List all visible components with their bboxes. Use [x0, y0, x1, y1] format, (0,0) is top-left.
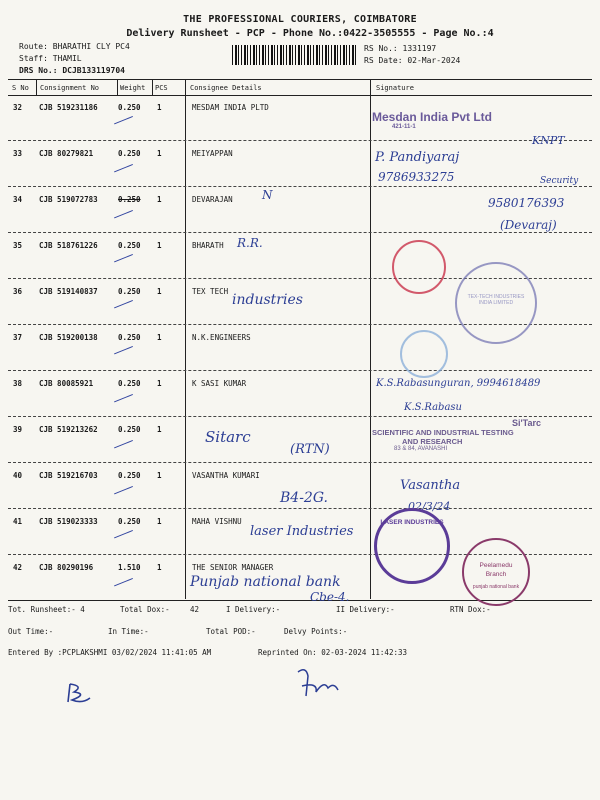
row-separator: [8, 416, 592, 417]
company-title: THE PROFESSIONAL COURIERS, COIMBATORE: [183, 14, 417, 25]
rs-number: RS No.: 1331197: [364, 44, 437, 53]
total-runsheet: Tot. Runsheet:- 4: [8, 605, 85, 614]
row-sno: 34: [13, 195, 23, 204]
seal-stamp: [462, 538, 530, 606]
handwritten-phone: 9786933275: [378, 170, 455, 184]
handwritten-signature: K.S.Rabasu: [404, 402, 462, 413]
stamp-text: SCIENTIFIC AND INDUSTRIAL TESTING: [372, 428, 514, 437]
col-header-weight: Weight: [120, 84, 146, 92]
stamp-text: LASER INDUSTRIES: [380, 519, 444, 526]
row-consignee: TEX TECH: [192, 287, 229, 296]
route-label: Route: BHARATHI CLY PC4: [19, 42, 130, 51]
handwritten-note: (RTN): [290, 442, 330, 457]
row-consignment: CJB 80290196: [39, 563, 94, 572]
handwritten-note: Punjab national bank: [190, 574, 341, 590]
handwritten-note: N: [262, 188, 273, 202]
stamp-text: 83 & 84, AVANASHI: [394, 446, 448, 452]
runsheet-subtitle: Delivery Runsheet - PCP - Phone No.:0422-3505555 - Page No.:4: [126, 28, 494, 39]
row-weight: 1.510: [118, 563, 141, 572]
row-pcs: 1: [157, 471, 162, 480]
row-consignment: CJB 519216703: [39, 471, 98, 480]
row-separator: [8, 508, 592, 509]
row-consignment: CJB 518761226: [39, 241, 98, 250]
in-time-label: In Time:-: [108, 627, 149, 636]
col-header-consignment: Consignment No: [40, 84, 100, 92]
company-stamp: [372, 418, 582, 452]
entered-by: Entered By :PCPLAKSHMI 03/02/2024 11:41:05 AM: [8, 648, 212, 657]
stamp-text: Mesdan India Pvt Ltd: [372, 110, 493, 124]
barcode: [232, 45, 356, 65]
row-separator: [8, 140, 592, 141]
row-sno: 40: [13, 471, 23, 480]
row-sno: 35: [13, 241, 23, 250]
row-pcs: 1: [157, 517, 162, 526]
stamp-text: punjab national bank: [472, 584, 520, 590]
row-consignment: CJB 519140837: [39, 287, 98, 296]
handwritten-note: industries: [232, 292, 303, 308]
row-weight: 0.250: [118, 287, 141, 296]
handwritten-note: KNPT: [532, 134, 565, 147]
seal-stamp: [374, 508, 450, 584]
row-separator: [8, 232, 592, 233]
col-divider: [117, 79, 118, 95]
handwritten-note: laser Industries: [250, 524, 354, 539]
handwritten-note: B4-2G.: [280, 490, 328, 506]
row-consignment: CJB 519231186: [39, 103, 98, 112]
seal-stamp: [455, 262, 537, 344]
row-weight: 0.250: [118, 425, 141, 434]
rs-date: RS Date: 02-Mar-2024: [364, 56, 461, 65]
out-time-label: Out Time:-: [8, 627, 54, 636]
row-consignee: MAHA VISHNU: [192, 517, 242, 526]
row-consignee: K SASI KUMAR: [192, 379, 247, 388]
row-separator: [8, 186, 592, 187]
row-pcs: 1: [157, 241, 162, 250]
row-weight: 0.250: [118, 241, 141, 250]
row-pcs: 1: [157, 333, 162, 342]
row-consignment: CJB 80085921: [39, 379, 94, 388]
stamp-text: TEX-TECH INDUSTRIES INDIA LIMITED: [467, 294, 525, 306]
row-sno: 39: [13, 425, 23, 434]
reprinted-on: Reprinted On: 02-03-2024 11:42:33: [258, 648, 408, 657]
row-consignee: VASANTHA KUMARI: [192, 471, 260, 480]
row-sno: 36: [13, 287, 23, 296]
handwritten-phone: 9580176393: [488, 196, 565, 210]
row-separator: [8, 370, 592, 371]
staff-label: Staff: THAMIL: [19, 54, 82, 63]
row-consignment: CJB 80279821: [39, 149, 94, 158]
row-sno: 42: [13, 563, 23, 572]
row-pcs: 1: [157, 195, 162, 204]
row-consignee: MEIYAPPAN: [192, 149, 233, 158]
ii-delivery-label: II Delivery:-: [336, 605, 395, 614]
total-pod-label: Total POD:-: [206, 627, 256, 636]
total-dox-label: Total Dox:-: [120, 605, 170, 614]
handwritten-note: Cbe-4.: [310, 590, 350, 604]
row-consignee: BHARATH: [192, 241, 224, 250]
row-weight: 0.250: [118, 517, 141, 526]
handwritten-note: R.R.: [237, 236, 263, 250]
row-consignment: CJB 519213262: [39, 425, 98, 434]
table-top-rule: [8, 79, 592, 80]
row-separator: [8, 462, 592, 463]
row-weight: 0.250: [118, 195, 141, 204]
stamp-text: Branch: [485, 571, 507, 578]
supervisor-signature: [288, 662, 348, 704]
handwritten-note: (Devaraj): [500, 218, 557, 232]
i-delivery-label: I Delivery:-: [226, 605, 281, 614]
seal-stamp: [400, 330, 448, 378]
handwritten-signature: Vasantha: [400, 478, 461, 493]
row-weight: 0.250: [118, 103, 141, 112]
row-consignment: CJB 519200138: [39, 333, 98, 342]
row-pcs: 1: [157, 149, 162, 158]
col-divider: [152, 79, 153, 95]
handwritten-signature: P. Pandiyaraj: [375, 150, 460, 165]
drs-number: DRS No.: DCJB133119704: [19, 66, 125, 75]
handwritten-signature: K.S.Rabasunguran, 9994618489: [376, 378, 541, 389]
table-row: [0, 142, 600, 188]
col-header-signature: Signature: [376, 84, 414, 92]
row-weight: 0.250: [118, 149, 141, 158]
handwritten-note: Security: [540, 176, 579, 186]
row-consignee: DEVARAJAN: [192, 195, 233, 204]
row-pcs: 1: [157, 425, 162, 434]
handwritten-note: 02/3/24: [408, 500, 451, 513]
col-divider: [36, 79, 37, 95]
row-consignee: THE SENIOR MANAGER: [192, 563, 274, 572]
row-pcs: 1: [157, 379, 162, 388]
row-sno: 32: [13, 103, 23, 112]
row-weight: 0.250: [118, 471, 141, 480]
stamp-text: 421-11-1: [392, 124, 416, 130]
row-consignment: CJB 519023333: [39, 517, 98, 526]
seal-stamp: [392, 240, 446, 294]
stamp-text: AND RESEARCH: [402, 437, 463, 446]
row-sno: 37: [13, 333, 23, 342]
row-weight: 0.250: [118, 333, 141, 342]
row-consignee: N.K.ENGINEERS: [192, 333, 251, 342]
row-weight: 0.250: [118, 379, 141, 388]
rtn-dox-label: RTN Dox:-: [450, 605, 491, 614]
col-header-consignee: Consignee Details: [190, 84, 262, 92]
row-pcs: 1: [157, 287, 162, 296]
row-sno: 41: [13, 517, 23, 526]
handwritten-note: Sitarc: [205, 428, 251, 446]
stamp-text: Si'Tarc: [512, 418, 541, 428]
initials-mark: [60, 678, 100, 708]
row-pcs: 1: [157, 103, 162, 112]
row-consignment: CJB 519072783: [39, 195, 98, 204]
row-sno: 38: [13, 379, 23, 388]
row-consignee: MESDAM INDIA PLTD: [192, 103, 269, 112]
delvy-points-label: Delvy Points:-: [284, 627, 348, 636]
row-pcs: 1: [157, 563, 162, 572]
total-dox-value: 42: [190, 605, 200, 614]
col-header-pcs: PCS: [155, 84, 168, 92]
row-sno: 33: [13, 149, 23, 158]
col-header-sno: S No: [12, 84, 29, 92]
company-stamp: [372, 110, 522, 132]
stamp-text: Peelamedu: [479, 562, 513, 569]
